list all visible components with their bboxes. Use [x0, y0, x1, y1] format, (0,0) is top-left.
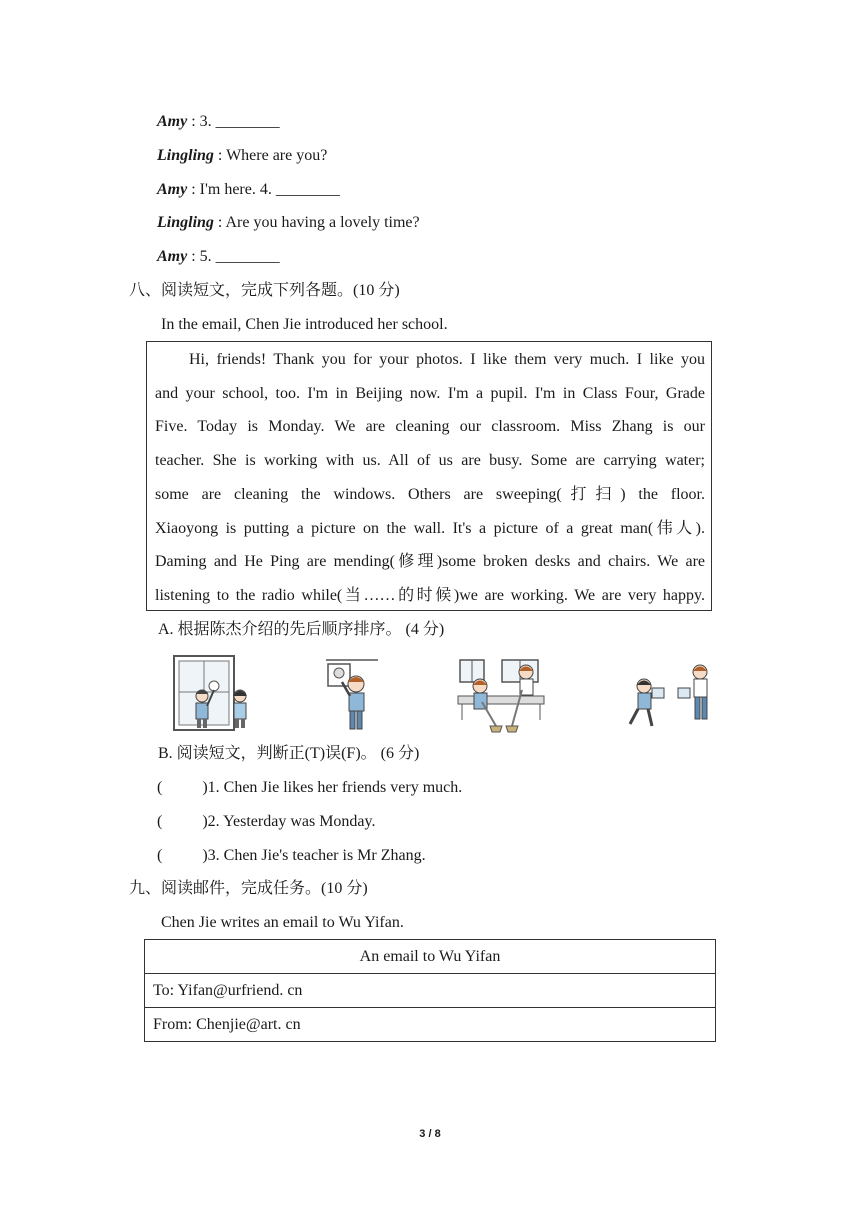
dialogue-line: [157, 180, 340, 200]
email-table: [144, 939, 716, 1042]
page-number: 3 / 8: [419, 1128, 441, 1140]
part-b-instruction: B. 阅读短文，判断正(T)误(F)。 (6 分): [158, 745, 420, 762]
speaker-name: Lingling: [157, 147, 214, 164]
true-false-statement: [157, 778, 462, 798]
true-false-statement: [157, 812, 376, 832]
email-from-row: From: Chenjie@art. cn: [145, 1008, 716, 1042]
dialogue-text: : 3. ________: [187, 113, 280, 130]
speaker-name: Amy: [157, 113, 188, 130]
dialogue-line: [157, 112, 280, 132]
statement-text: 2. Yesterday was Monday.: [207, 813, 376, 830]
dialogue-text: : I'm here. 4. ________: [187, 181, 340, 198]
dialogue-text: : Where are you?: [213, 147, 328, 164]
passage-line: listening to the radio while(当……的时候)we are working. We are very happy.: [155, 587, 705, 604]
passage-line: and your school, too. I'm in Beijing now. I'm a pupil. I'm in Class Four, Grade: [155, 385, 705, 402]
passage-line: Hi, friends! Thank you for your photos. I like them very much. I like you: [189, 351, 705, 368]
passage-line: teacher. She is working with us. All of us are busy. Some are carrying water;: [155, 452, 705, 469]
email-table-title: An email to Wu Yifan: [145, 940, 716, 974]
true-false-statement: [157, 846, 426, 866]
window-cleaning-picture: [166, 652, 258, 734]
hanging-picture-picture: [322, 654, 382, 734]
passage-line: Daming and He Ping are mending(修理)some broken desks and chairs. We are: [155, 553, 705, 570]
speaker-name: Amy: [157, 248, 188, 265]
passage-line: Five. Today is Monday. We are cleaning our classroom. Miss Zhang is our: [155, 418, 705, 435]
dialogue-line: [157, 146, 327, 166]
part-a-instruction: A. 根据陈杰介绍的先后顺序排序。 (4 分): [158, 621, 445, 638]
section-intro: In the email, Chen Jie introduced her school.: [161, 316, 448, 333]
dialogue-line: [157, 213, 420, 233]
answer-bracket[interactable]: ( ): [157, 813, 208, 830]
speaker-name: Amy: [157, 181, 188, 198]
speaker-name: Lingling: [157, 214, 214, 231]
reading-passage-box: [146, 341, 712, 611]
section-heading: 九、阅读邮件，完成任务。(10 分): [129, 880, 368, 897]
sweeping-floor-picture: [456, 656, 548, 734]
statement-text: 3. Chen Jie's teacher is Mr Zhang.: [207, 847, 426, 864]
dialogue-line: [157, 247, 280, 267]
passage-line: Xiaoyong is putting a picture on the wall. It's a picture of a great man(伟人).: [155, 520, 705, 537]
section-heading: 八、阅读短文，完成下列各题。(10 分): [129, 282, 400, 299]
dialogue-text: : 5. ________: [187, 248, 280, 265]
statement-text: 1. Chen Jie likes her friends very much.: [207, 779, 463, 796]
dialogue-text: : Are you having a lovely time?: [213, 214, 420, 231]
answer-bracket[interactable]: ( ): [157, 779, 208, 796]
carrying-water-picture: [618, 660, 714, 732]
email-to-row: To: Yifan@urfriend. cn: [145, 974, 716, 1008]
passage-line: some are cleaning the windows. Others are sweeping(打扫) the floor.: [155, 486, 705, 503]
section-intro: Chen Jie writes an email to Wu Yifan.: [161, 914, 404, 931]
answer-bracket[interactable]: ( ): [157, 847, 208, 864]
